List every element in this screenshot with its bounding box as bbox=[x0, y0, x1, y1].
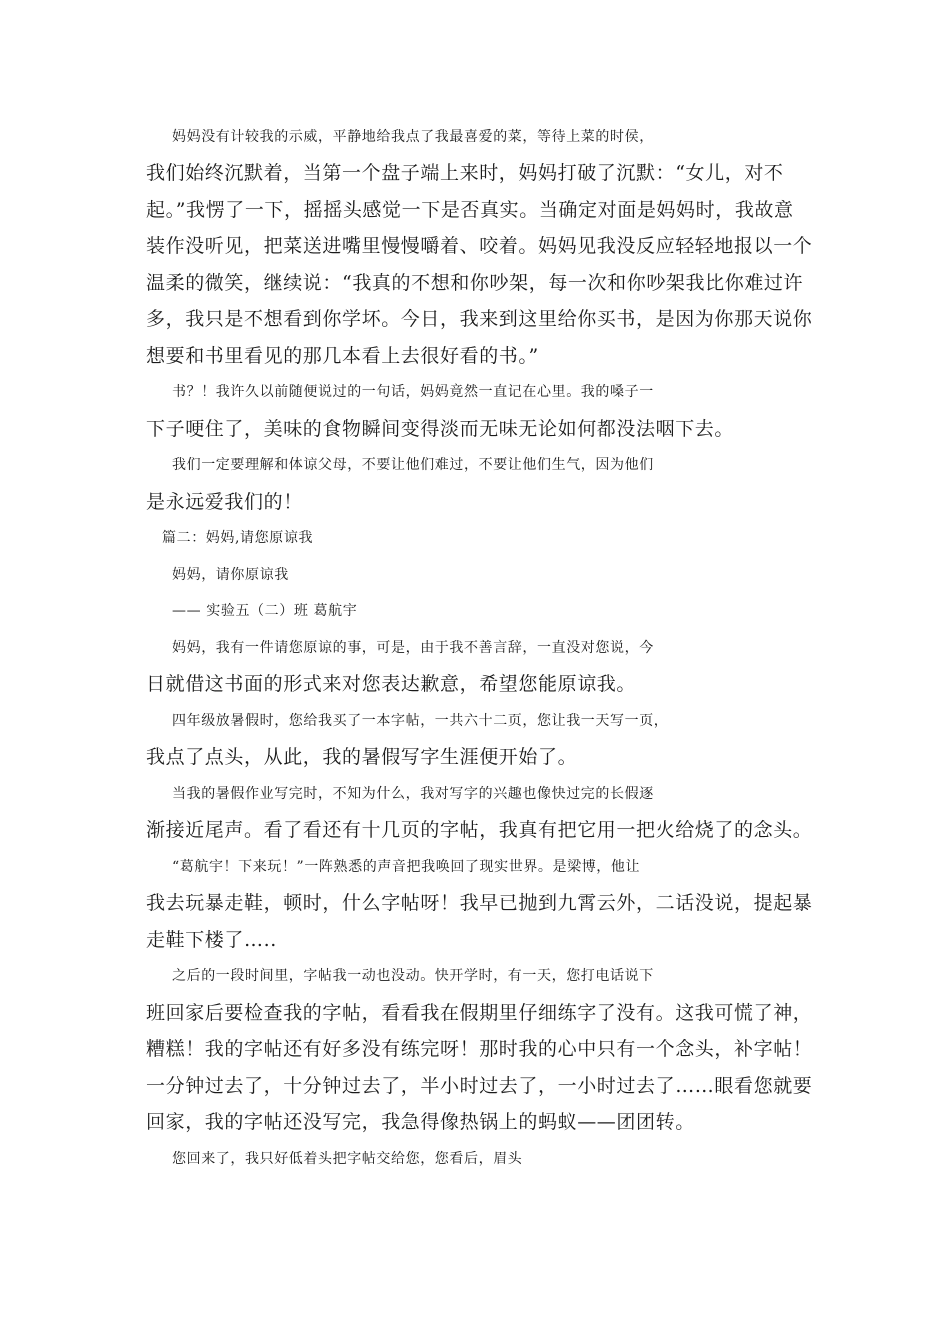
author-line: —— 实验五（二）班 葛航宇 bbox=[172, 603, 358, 619]
paragraph-line: 班回家后要检查我的字帖，看看我在假期里仔细练字了没有。这我可慌了神， bbox=[146, 1002, 813, 1024]
paragraph-line: “葛航宇！下来玩！”一阵熟悉的声音把我唤回了现实世界。是梁博，他让 bbox=[172, 859, 641, 875]
paragraph-line: 回家，我的字帖还没写完，我急得像热锅上的蚂蚁——团团转。 bbox=[146, 1111, 695, 1133]
paragraph-line: 温柔的微笑，继续说：“我真的不想和你吵架，每一次和你吵架我比你难过许 bbox=[146, 272, 804, 294]
paragraph-line: 装作没听见，把菜送进嘴里慢慢嚼着、咬着。妈妈见我没反应轻轻地报以一个 bbox=[146, 235, 813, 257]
section-heading: 篇二：妈妈,请您原谅我 bbox=[162, 530, 314, 546]
paragraph-line: 想要和书里看见的那几本看上去很好看的书。” bbox=[146, 345, 539, 367]
paragraph-line: 之后的一段时间里，字帖我一动也没动。快开学时，有一天，您打电话说下 bbox=[172, 968, 654, 984]
paragraph-line: 走鞋下楼了….. bbox=[146, 929, 277, 951]
paragraph-line: 妈妈没有计较我的示威，平静地给我点了我最喜爱的菜，等待上菜的时侯， bbox=[172, 129, 654, 145]
paragraph-line: 四年级放暑假时，您给我买了一本字帖，一共六十二页，您让我一天写一页， bbox=[172, 713, 669, 729]
paragraph-line: 我们始终沉默着，当第一个盘子端上来时，妈妈打破了沉默：“女儿，对不 bbox=[146, 162, 784, 184]
paragraph-line: 下子哽住了，美味的食物瞬间变得淡而无味无论如何都没法咽下去。 bbox=[146, 418, 735, 440]
paragraph-line: 您回来了，我只好低着头把字帖交给您，您看后，眉头 bbox=[172, 1151, 523, 1167]
paragraph-line: 我点了点头，从此，我的暑假写字生涯便开始了。 bbox=[146, 746, 578, 768]
paragraph-line: 当我的暑假作业写完时，不知为什么，我对写字的兴趣也像快过完的长假逐 bbox=[172, 786, 654, 802]
paragraph-line: 日就借这书面的形式来对您表达歉意，希望您能原谅我。 bbox=[146, 673, 637, 695]
paragraph-line: 妈妈，我有一件请您原谅的事，可是，由于我不善言辞，一直没对您说，今 bbox=[172, 640, 654, 656]
paragraph-line: 我去玩暴走鞋，顿时，什么字帖呀！我早已抛到九霄云外，二话没说，提起暴 bbox=[146, 892, 813, 914]
paragraph-line: 多，我只是不想看到你学坏。今日，我来到这里给你买书，是因为你那天说你 bbox=[146, 308, 813, 330]
paragraph-line: 是永远爱我们的！ bbox=[146, 491, 303, 513]
paragraph-line: 糟糕！我的字帖还有好多没有练完呀！那时我的心中只有一个念头，补字帖！ bbox=[146, 1038, 813, 1060]
paragraph-line: 起。”我愣了一下，摇摇头感觉一下是否真实。当确定对面是妈妈时，我故意 bbox=[146, 199, 794, 221]
paragraph-line: 渐接近尾声。看了看还有十几页的字帖，我真有把它用一把火给烧了的念头。 bbox=[146, 819, 813, 841]
paragraph-line: 我们一定要理解和体谅父母，不要让他们难过，不要让他们生气，因为他们 bbox=[172, 457, 654, 473]
paragraph-line: 一分钟过去了，十分钟过去了，半小时过去了，一小时过去了……眼看您就要 bbox=[146, 1075, 813, 1097]
essay-title: 妈妈，请你原谅我 bbox=[172, 567, 289, 583]
paragraph-line: 书？！我许久以前随便说过的一句话，妈妈竟然一直记在心里。我的嗓子一 bbox=[172, 384, 654, 400]
